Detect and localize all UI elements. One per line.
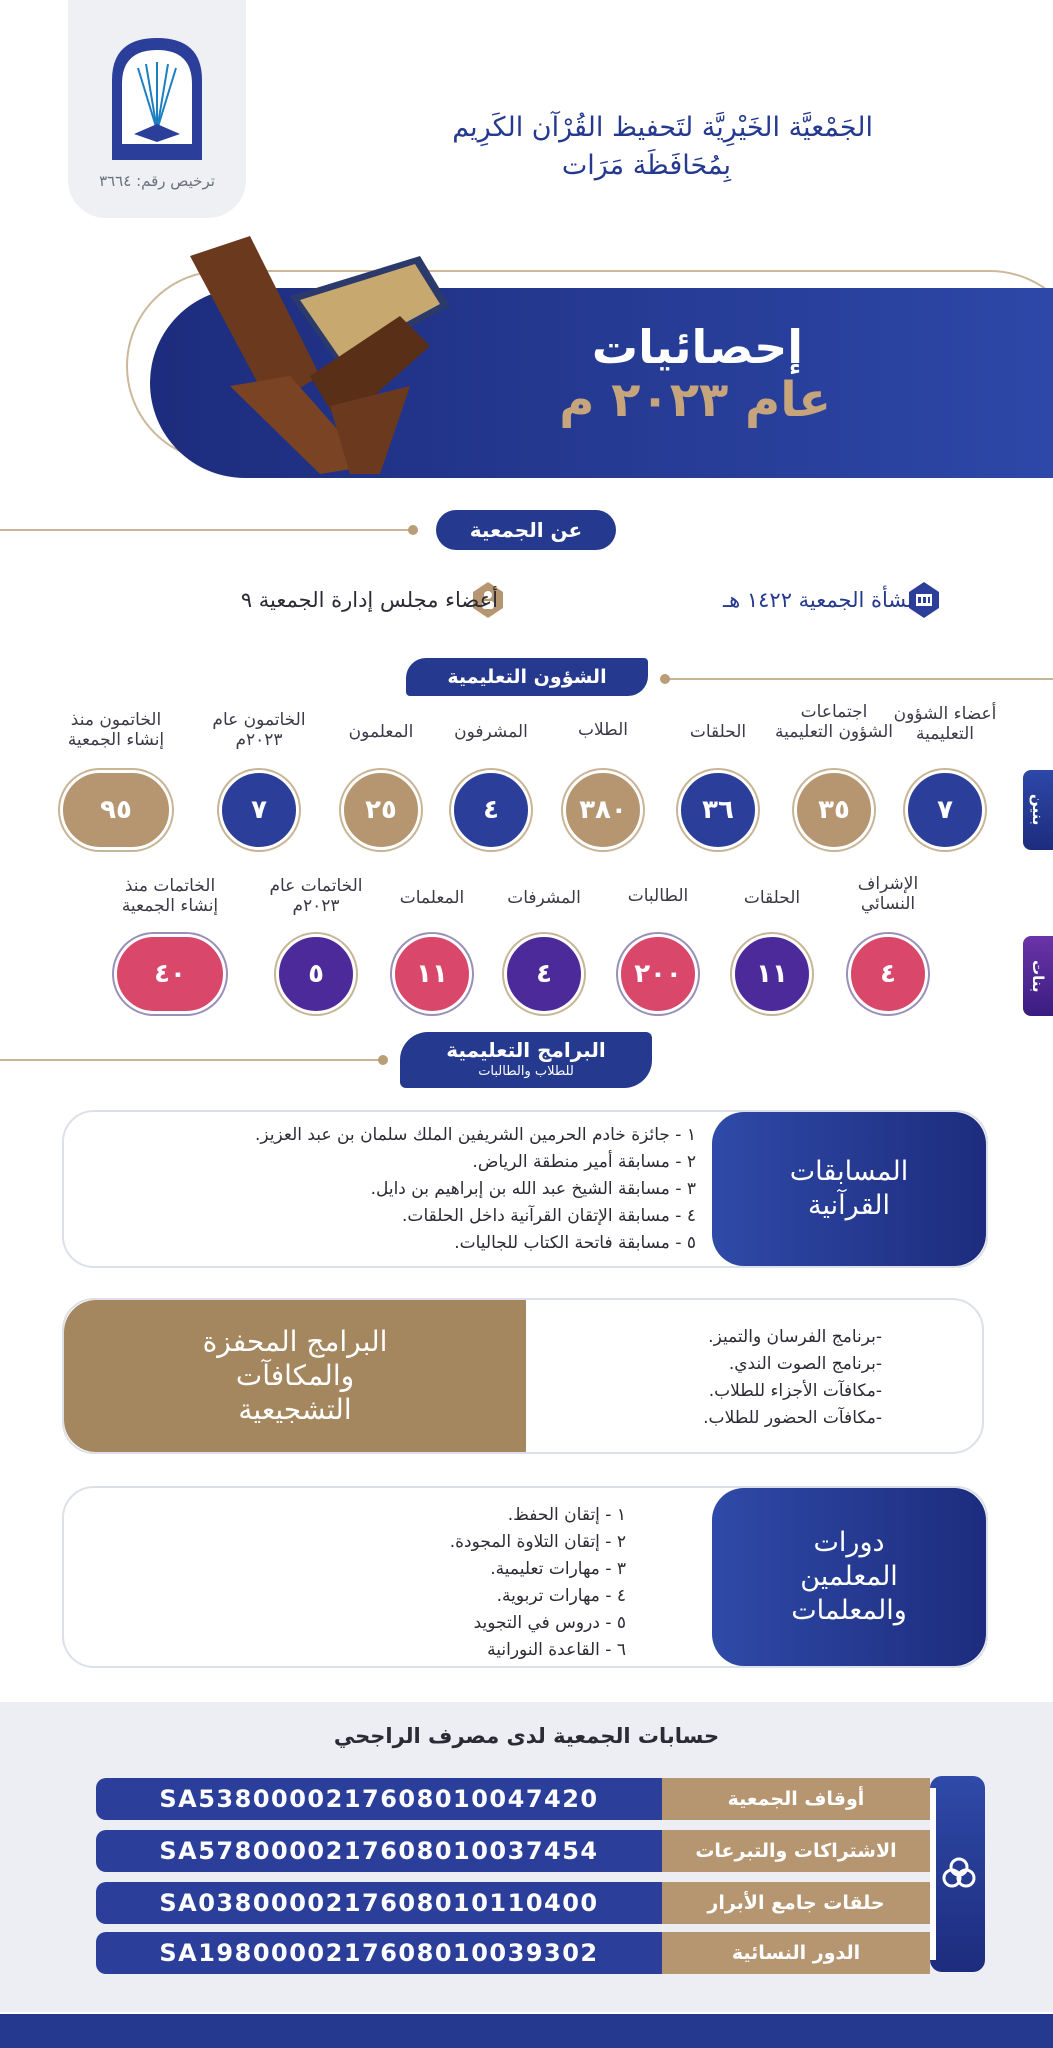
girls-stat-label: الطالبات: [627, 886, 689, 906]
girls-stat-value: ١١: [732, 934, 812, 1014]
courses-card: [62, 1486, 988, 1668]
competitions-heading: المسابقات القرآنية: [712, 1112, 986, 1266]
girls-stat-value: ٢٠٠: [618, 934, 698, 1014]
programs-divider-dot: [378, 1055, 388, 1065]
footer-bar: [0, 2014, 1053, 2048]
programs-pill: [400, 1032, 652, 1088]
account-name: أوقاف الجمعية: [662, 1778, 930, 1820]
hero-title: إحصائيات: [591, 320, 803, 374]
bank-account-row: [96, 1778, 930, 1820]
account-name: الدور النسائية: [662, 1932, 930, 1974]
about-pill: عن الجمعية: [436, 510, 616, 550]
iban-number: SA5380000217608010047420: [96, 1778, 662, 1820]
girls-stat-label: الإشراف النسائي: [857, 874, 919, 914]
incentives-list: [703, 1324, 882, 1432]
list-item: ١ - إتقان الحفظ.: [507, 1505, 626, 1525]
list-item: ٥ - مسابقة فاتحة الكتاب للجاليات.: [454, 1233, 696, 1253]
list-item: ٣ - مسابقة الشيخ عبد الله بن إبراهيم بن دايل.: [370, 1179, 696, 1199]
boys-stat-label: الخاتمون عام ٢٠٢٣م: [212, 710, 306, 750]
education-divider-dot: [660, 674, 670, 684]
about-divider-dot: [408, 525, 418, 535]
account-name: حلقات جامع الأبرار: [662, 1882, 930, 1924]
list-item: ١ - جائزة خادم الحرمين الشريفين الملك سلمان بن عبد العزيز.: [254, 1125, 696, 1145]
boys-stat-label: المعلمون: [348, 722, 414, 742]
org-name-line2: بِمُحَافَظَة مَرَات: [561, 150, 731, 181]
boys-stat-label: اجتماعات الشؤون التعليمية: [774, 702, 893, 742]
incentives-heading: البرامج المحفزة والمكافآت التشجيعية: [64, 1300, 526, 1452]
account-name: الاشتراكات والتبرعات: [662, 1830, 930, 1872]
boys-stat-value: ٣٥: [794, 770, 874, 850]
boys-stat-value: ٢٥: [341, 770, 421, 850]
programs-subtitle: للطلاب والطالبات: [478, 1064, 574, 1079]
iban-number: SA1980000217608010039302: [96, 1932, 662, 1974]
board-members-fact: أعضاء مجلس إدارة الجمعية ٩: [240, 588, 498, 612]
alrajhi-bank-icon: [942, 1856, 976, 1890]
girls-stat-value: ٤: [848, 934, 928, 1014]
boys-stat-label: الطلاب: [578, 720, 628, 740]
list-item: -مكافآت الأجزاء للطلاب.: [708, 1381, 882, 1401]
bank-connector: [930, 1788, 936, 1960]
courses-list: [450, 1502, 626, 1664]
association-logo-icon: [108, 34, 206, 164]
boys-stat-value: ٣٨٠: [563, 770, 643, 850]
girls-stat-value: ٤٠: [114, 934, 226, 1014]
education-pill: الشؤون التعليمية: [406, 658, 648, 696]
quran-stand-icon: [170, 236, 450, 476]
girls-tab: بنات: [1023, 936, 1053, 1016]
bank-account-row: [96, 1932, 930, 1974]
bank-account-row: [96, 1830, 930, 1872]
girls-stat-value: ٥: [276, 934, 356, 1014]
boys-stat-label: الحلقات: [689, 722, 747, 742]
courses-heading: دورات المعلمين والمعلمات: [712, 1488, 986, 1666]
programs-divider: [0, 1059, 380, 1061]
iban-number: SA5780000217608010037454: [96, 1830, 662, 1872]
boys-stat-value: ٣٦: [678, 770, 758, 850]
list-item: ٦ - القاعدة النورانية: [487, 1640, 626, 1660]
boys-stat-value: ٧: [219, 770, 299, 850]
list-item: -مكافآت الحضور للطلاب.: [703, 1408, 882, 1428]
list-item: -برنامج الفرسان والتميز.: [708, 1327, 882, 1347]
boys-stat-value: ٤: [451, 770, 531, 850]
org-name-line1: الجَمْعيَّة الخَيْرِيَّة لتَحفيظ القُرْآن الكَرِيم: [452, 112, 873, 143]
education-divider: [668, 678, 1053, 680]
bank-title: حسابات الجمعية لدى مصرف الراجحي: [333, 1724, 720, 1748]
iban-number: SA0380000217608010110400: [96, 1882, 662, 1924]
girls-stat-label: المشرفات: [507, 888, 581, 908]
bank-account-row: [96, 1882, 930, 1924]
competitions-card: [62, 1110, 988, 1268]
list-item: -برنامج الصوت الندي.: [728, 1354, 882, 1374]
girls-stat-value: ٤: [504, 934, 584, 1014]
girls-stat-value: ١١: [392, 934, 472, 1014]
list-item: ٢ - مسابقة أمير منطقة الرياض.: [472, 1152, 696, 1172]
girls-stat-label: المعلمات: [399, 888, 465, 908]
about-divider: [0, 529, 410, 531]
girls-stat-label: الخاتمات عام ٢٠٢٣م: [269, 876, 363, 916]
girls-stat-label: الخاتمات منذ إنشاء الجمعية: [121, 876, 219, 916]
list-item: ٤ - مهارات تربوية.: [496, 1586, 626, 1606]
list-item: ٣ - مهارات تعليمية.: [490, 1559, 626, 1579]
boys-stat-label: المشرفون: [454, 722, 528, 742]
programs-title: البرامج التعليمية: [446, 1038, 606, 1062]
boys-stat-value: ٩٥: [60, 770, 172, 850]
boys-stat-label: الخاتمون منذ إنشاء الجمعية: [67, 710, 165, 750]
boys-tab: بنين: [1023, 770, 1053, 850]
list-item: ٢ - إتقان التلاوة المجودة.: [449, 1532, 626, 1552]
boys-stat-value: ٧: [905, 770, 985, 850]
girls-stat-label: الحلقات: [743, 888, 801, 908]
list-item: ٥ - دروس في التجويد: [473, 1613, 626, 1633]
license-number: ترخيص رقم: ٣٦٦٤: [99, 172, 215, 190]
logo-card: [68, 0, 246, 218]
hero-year: عام ٢٠٢٣ م: [559, 372, 831, 428]
competitions-list: [255, 1122, 696, 1257]
incentives-card: [62, 1298, 984, 1454]
boys-stat-label: أعضاء الشؤون التعليمية: [893, 704, 997, 744]
list-item: ٤ - مسابقة الإتقان القرآنية داخل الحلقات.: [402, 1206, 696, 1226]
founding-fact: نشأة الجمعية ١٤٢٢ هـ: [722, 588, 913, 612]
